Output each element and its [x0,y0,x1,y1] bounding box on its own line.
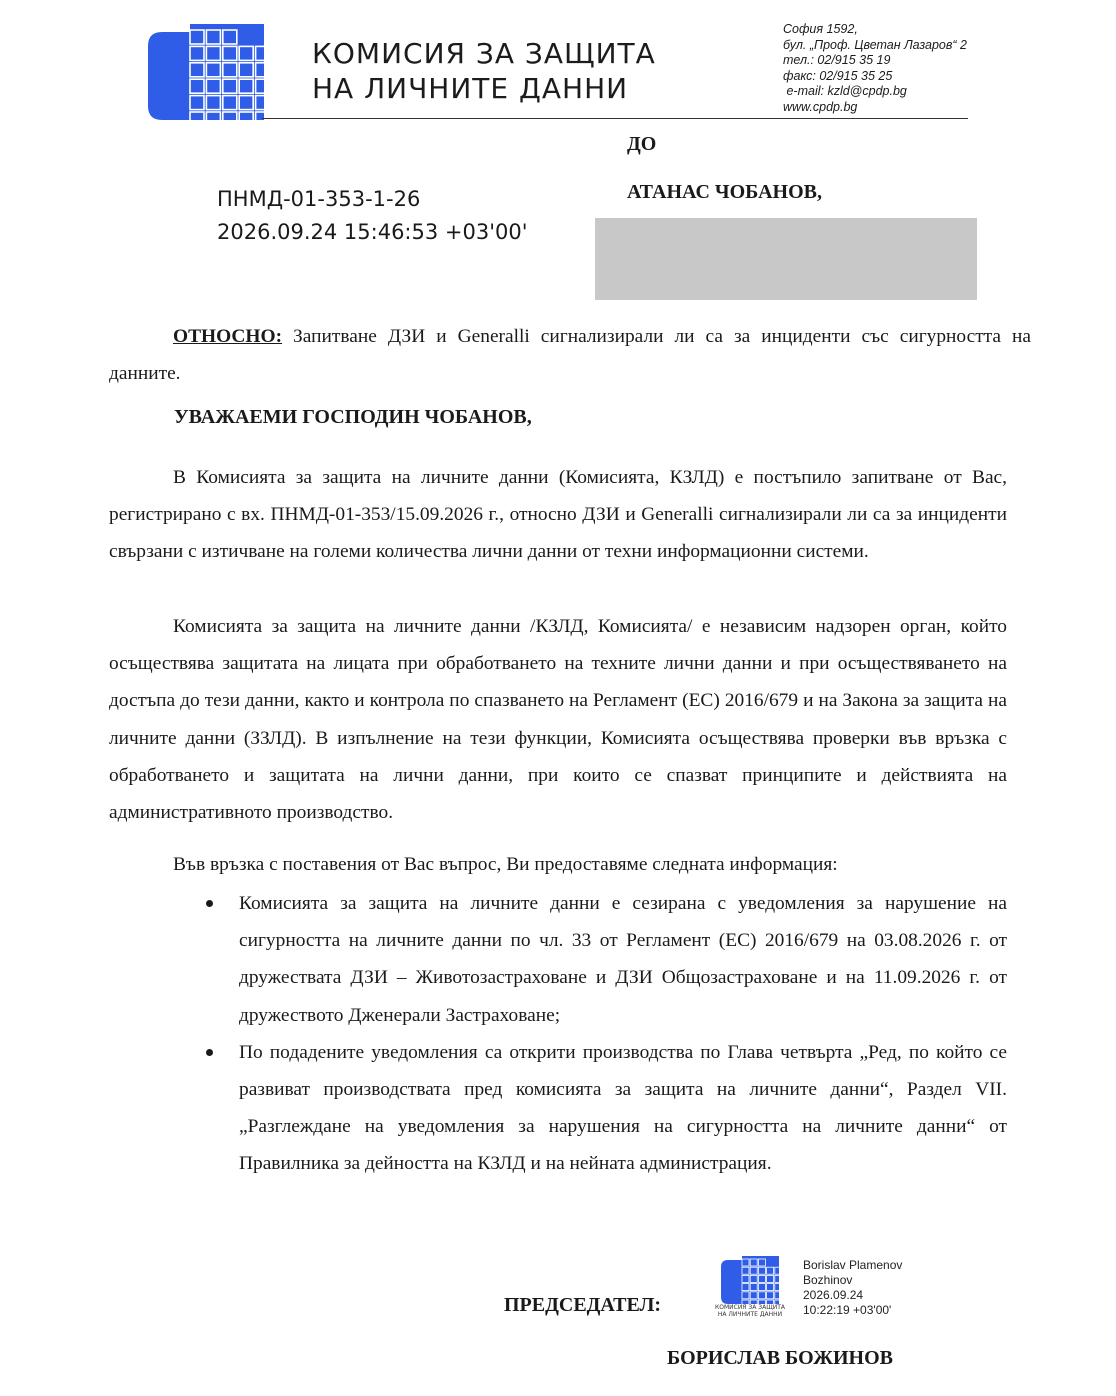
commission-logo [148,24,264,120]
list-item-text: Комисията за защита на личните данни е сезирана с уведомления за нарушение на сигурността на личните данни по чл. 33 от Регламент (ЕС) 2016/679 на 03.08.2026 г. от дружествата ДЗИ – Животозастраховане и ДЗИ Общозастраховане и на 11.09.2026 г. от дружеството Дженерали Застраховане; [239,893,1007,1026]
registration-stamp [217,183,528,249]
signature-date: 2026.09.24 [803,1288,864,1302]
digital-signature-details [803,1258,902,1318]
contact-phone: тел.: 02/915 35 19 [783,53,891,67]
body-paragraph-3: Във връзка с поставения от Вас въпрос, Ви предоставяме следната информация: [173,854,838,875]
chair-label: ПРЕДСЕДАТЕЛ: [504,1294,662,1316]
signer-name-line1: Borislav Plamenov [803,1258,903,1272]
contact-details [783,22,983,115]
subject-label: ОТНОСНО: [173,326,283,347]
subject-line [109,318,1036,392]
signer-name-line2: Bozhinov [803,1273,853,1287]
signature-logo-caption [713,1304,787,1318]
registration-timestamp: 2026.09.24 15:46:53 +03'00' [217,220,528,244]
list-item [239,1034,1007,1183]
body-paragraph-1: В Комисията за защита на личните данни (Комисията, КЗЛД) е постъпило запитване от Вас, регистрирано с вх. ПНМД-01-353/15.09.2026 г., относно ДЗИ и Generalli сигнализирали ли са за инциденти свързани с изтичване на големи количества лични данни от техни информационни системи. [109,467,1007,563]
salutation: УВАЖАЕМИ ГОСПОДИН ЧОБАНОВ, [174,406,532,428]
signature-time: 10:22:19 +03'00' [803,1303,892,1317]
list-item-text: По подадените уведомления са открити производства по Глава четвърта „Ред, по който се развиват производствата пред комисията за защита на личните данни“, Раздел VII. „Разглеждане на уведомления за нарушения на сигурността на личните данни“ от Правилника за дейността на КЗЛД и на нейната администрация. [239,1041,1007,1175]
registration-number: ПНМД-01-353-1-26 [217,187,421,211]
bullet-icon [206,900,213,907]
subject-text: Запитване ДЗИ и Generalli сигнализирали ли са за инциденти със сигурността на данните. [109,326,1036,385]
organization-name-line1: КОМИСИЯ ЗА ЗАЩИТА [312,37,656,70]
information-list [239,885,1007,1183]
signature-logo [716,1256,784,1304]
header-divider [262,118,968,119]
recipient-name: АТАНАС ЧОБАНОВ, [627,181,823,203]
contact-web: www.cpdp.bg [783,99,858,114]
organization-name [312,36,656,106]
signature-logo-caption-line2: НА ЛИЧНИТЕ ДАННИ [717,1311,783,1318]
list-item [239,885,1007,1034]
contact-email: e-mail: kzld@cpdp.bg [783,84,907,98]
body-paragraph-2: Комисията за защита на личните данни /КЗЛД, Комисията/ е независим надзорен орган, който осъществява защитата на лицата при обработването на техните лични данни и при осъществяването на достъпа до тези данни, както и контрола по спазването на Регламент (ЕС) 2016/679 и на Закона за защита на личните данни (ЗЗЛД). В изпълнение на тези функции, Комисията осъществява проверки във връзка с обработването и защитата на лични данни, при които се спазват принципите и действията на административното производство. [109,616,1007,824]
signature-logo-caption-line1: КОМИСИЯ ЗА ЗАЩИТА [714,1304,786,1311]
contact-fax: факс: 02/915 35 25 [783,68,893,83]
redacted-address-block [595,218,977,300]
to-label: ДО [627,133,657,155]
organization-name-line2: НА ЛИЧНИТЕ ДАННИ [312,72,629,105]
contact-city: София 1592, [783,22,858,36]
contact-street: бул. „Проф. Цветан Лазаров“ 2 [783,37,967,52]
bullet-icon [206,1049,213,1056]
chair-name: БОРИСЛАВ БОЖИНОВ [667,1347,893,1369]
